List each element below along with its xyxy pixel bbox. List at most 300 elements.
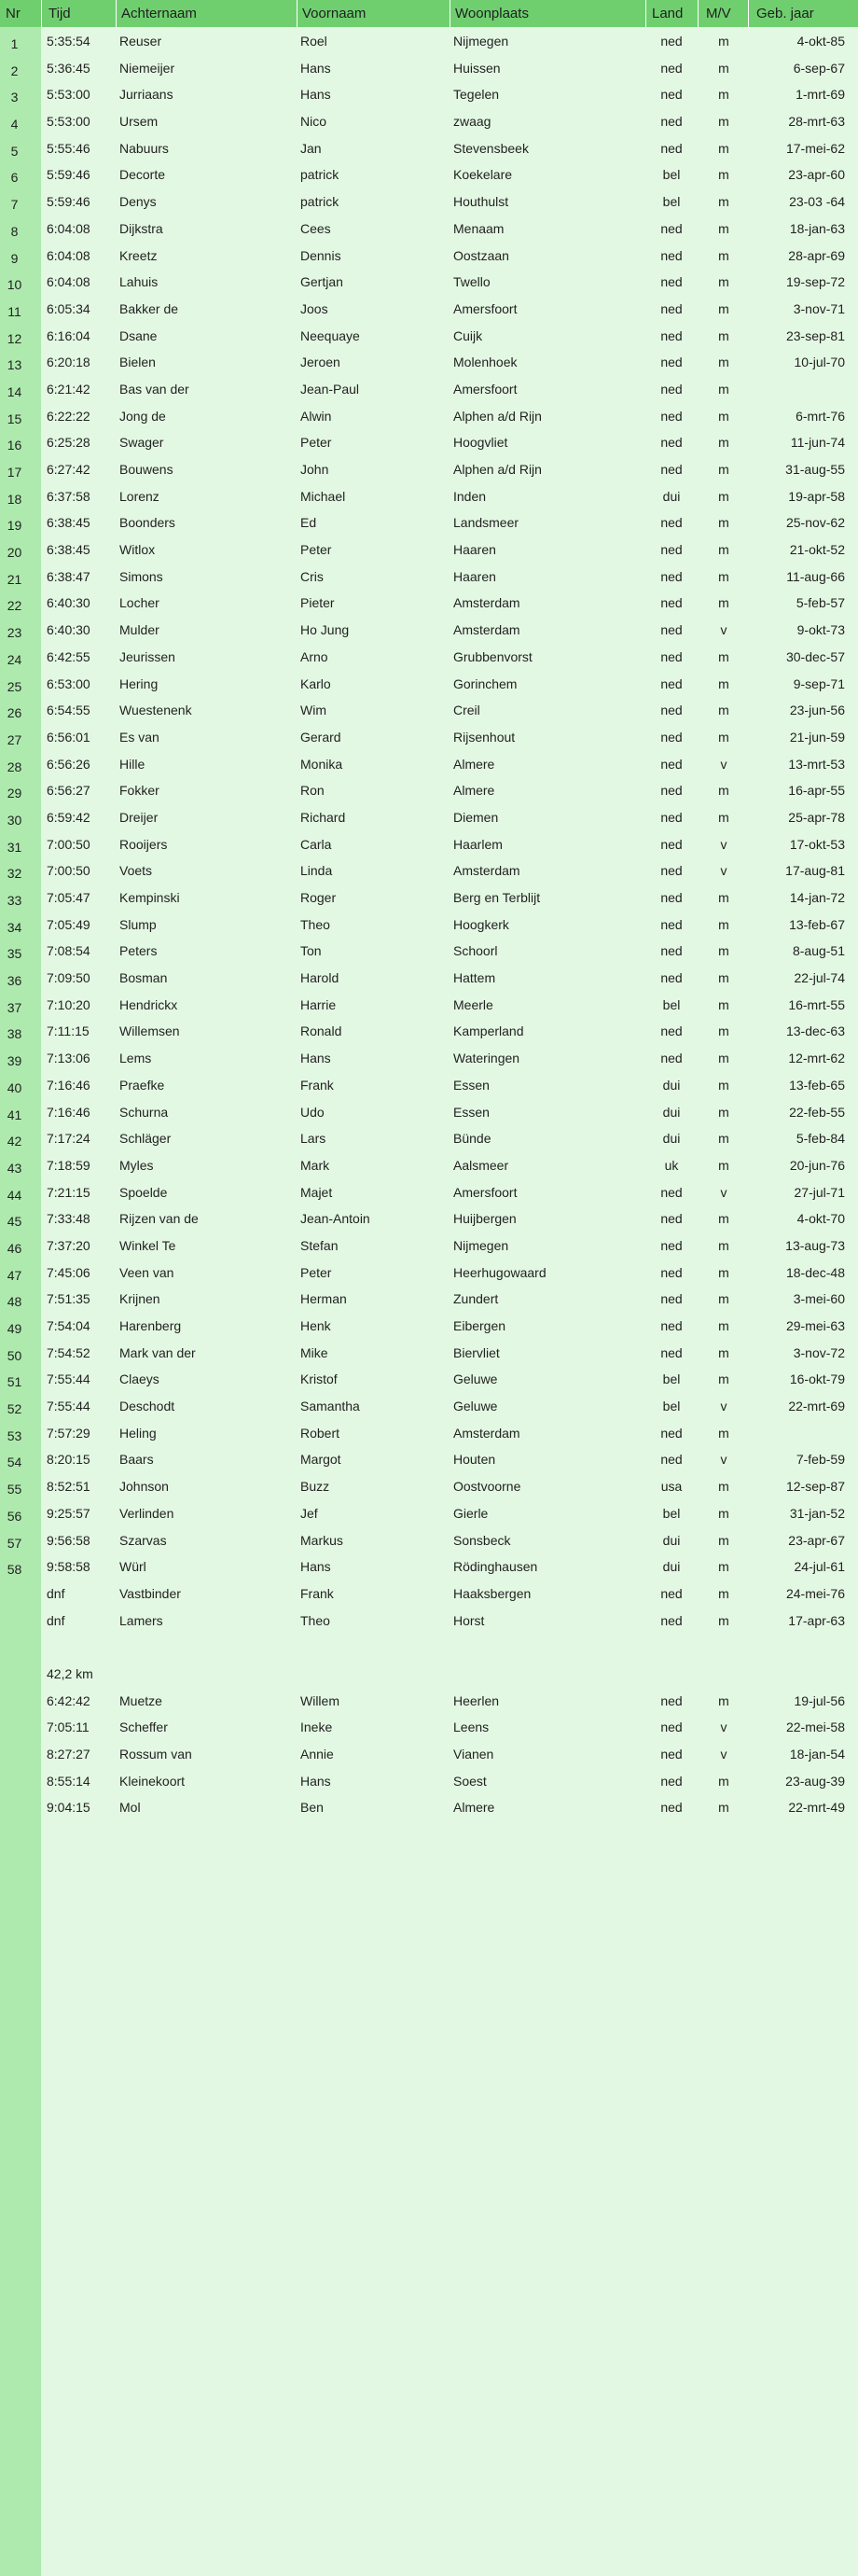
finish-time-cell: 6:05:34 [47,300,90,316]
table-row [0,455,858,482]
row-number-cell: 32 [7,866,22,882]
birth-date-cell: 9-sep-71 [793,675,845,691]
birth-date-cell: 17-apr-63 [788,1612,845,1628]
country-cell: ned [660,1264,683,1280]
finish-time-cell: 6:25:28 [47,435,90,451]
surname-cell: Dijkstra [119,220,163,236]
surname-cell: Hille [119,756,145,772]
gender-cell: m [718,300,729,316]
finish-time-cell: 8:20:15 [47,1452,90,1468]
header-mv: M/V [706,6,731,21]
surname-cell: Lems [119,1051,152,1066]
table-row [0,348,858,375]
residence-cell: Creil [453,703,480,718]
row-number-cell: 53 [7,1427,22,1443]
gender-cell: v [720,756,727,772]
finish-time-cell: 6:53:00 [47,675,90,691]
row-number-cell: 26 [7,705,22,721]
birth-date-cell: 1-mrt-69 [796,87,845,103]
birth-date-cell: 17-aug-81 [785,863,845,879]
finish-time-cell: 6:42:55 [47,648,90,664]
header-divider [645,0,646,27]
birth-date-cell: 25-nov-62 [785,515,845,531]
table-row [0,616,858,643]
residence-cell: Landsmeer [453,515,519,531]
gender-cell: m [718,327,729,343]
gender-cell: m [718,1157,729,1173]
residence-cell: Almere [453,783,495,799]
country-cell: ned [660,274,683,290]
surname-cell: Rooijers [119,836,168,852]
residence-cell: Twello [453,274,491,290]
row-number-cell: 14 [7,383,22,399]
surname-cell: Slump [119,916,157,932]
gender-cell: m [718,462,729,477]
residence-cell: Hoogvliet [453,435,508,451]
gender-cell: m [718,595,729,611]
row-number-cell: 55 [7,1482,22,1497]
row-number-cell: 13 [7,357,22,373]
birth-date-cell: 23-apr-60 [788,167,845,183]
first-name-cell: Harrie [300,996,337,1012]
row-number-cell: 5 [10,143,19,159]
country-cell: ned [660,140,683,156]
row-number-cell: 33 [7,893,22,908]
first-name-cell: Gertjan [300,274,343,290]
residence-cell: Sonsbeck [453,1532,511,1548]
finish-time-cell: 6:40:30 [47,622,90,638]
birth-date-cell: 17-okt-53 [789,836,845,852]
finish-time-cell: 6:42:42 [47,1692,90,1708]
birth-date-cell: 23-jun-56 [789,703,845,718]
finish-time-cell: 7:05:49 [47,916,90,932]
table-row [0,268,858,295]
first-name-cell: Buzz [300,1479,330,1495]
surname-cell: Locher [119,595,159,611]
birth-date-cell: 11-jun-74 [790,435,845,451]
residence-cell: Amersfoort [453,1184,518,1200]
residence-cell: Alphen a/d Rijn [453,408,542,424]
surname-cell: Mol [119,1800,141,1816]
birth-date-cell: 16-okt-79 [789,1372,845,1387]
residence-cell: Haaren [453,568,496,584]
finish-time-cell: 7:16:46 [47,1077,90,1093]
surname-cell: Bosman [119,970,168,986]
country-cell: ned [660,1023,683,1039]
residence-cell: Haaren [453,542,496,558]
finish-time-cell: 7:54:04 [47,1318,90,1333]
row-number-cell: 7 [10,197,19,213]
surname-cell: Bas van der [119,381,189,397]
country-cell: ned [660,783,683,799]
row-number-cell: 51 [7,1374,22,1390]
table-row [0,884,858,911]
header-tijd: Tijd [48,6,71,21]
residence-cell: Houthulst [453,194,509,210]
first-name-cell: Roel [300,34,327,49]
first-name-cell: Wim [300,703,326,718]
surname-cell: Reuser [119,34,162,49]
gender-cell: m [718,1425,729,1441]
birth-date-cell: 24-jul-61 [794,1559,845,1575]
surname-cell: Lorenz [119,488,159,504]
country-cell: ned [660,60,683,76]
surname-cell: Johnson [119,1479,169,1495]
country-cell: ned [660,435,683,451]
first-name-cell: Linda [300,863,333,879]
surname-cell: Harenberg [119,1318,182,1333]
finish-time-cell: 6:21:42 [47,381,90,397]
first-name-cell: Majet [300,1184,333,1200]
residence-cell: Horst [453,1612,485,1628]
residence-cell: Kamperland [453,1023,524,1039]
first-name-cell: Ronald [300,1023,342,1039]
header-voornaam: Voornaam [302,6,367,21]
country-cell: ned [660,355,683,370]
first-name-cell: John [300,462,329,477]
row-number-cell: 58 [7,1562,22,1578]
country-cell: dui [662,1077,681,1093]
surname-cell: Voets [119,863,153,879]
row-number-cell: 52 [7,1401,22,1417]
row-number-cell: 4 [10,117,19,132]
surname-cell: Bouwens [119,462,173,477]
finish-time-cell: 5:59:46 [47,194,90,210]
gender-cell: m [718,542,729,558]
table-row [0,188,858,215]
first-name-cell: Pieter [300,595,335,611]
row-number-cell: 27 [7,731,22,747]
birth-date-cell: 11-aug-66 [786,568,845,584]
table-row [0,160,858,188]
gender-cell: m [718,729,729,745]
first-name-cell: Dennis [300,247,341,263]
table-row [0,1660,858,1687]
table-row [0,856,858,884]
residence-cell: Grubbenvorst [453,648,533,664]
finish-time-cell: 42,2 km [47,1665,93,1681]
birth-date-cell: 22-mrt-69 [788,1399,845,1414]
row-number-cell: 1 [10,36,19,51]
surname-cell: Hendrickx [119,996,178,1012]
table-row [0,750,858,777]
gender-cell: m [718,488,729,504]
first-name-cell: Neequaye [300,327,360,343]
first-name-cell: Nico [300,114,327,130]
country-cell: bel [662,1505,681,1521]
row-number-cell: 9 [10,250,19,266]
finish-time-cell: 6:59:42 [47,809,90,825]
gender-cell: m [718,60,729,76]
birth-date-cell: 27-jul-71 [794,1184,845,1200]
row-number-cell: 36 [7,973,22,989]
table-row [0,1687,858,1714]
birth-date-cell: 23-03 -64 [789,194,845,210]
row-number-cell: 46 [7,1240,22,1256]
finish-time-cell: 9:58:58 [47,1559,90,1575]
surname-cell: Peters [119,943,158,959]
residence-cell: Hattem [453,970,496,986]
country-cell: ned [660,916,683,932]
table-row [0,1339,858,1366]
birth-date-cell: 19-sep-72 [785,274,845,290]
first-name-cell: Jeroen [300,355,340,370]
table-row [0,1472,858,1499]
row-number-cell: 2 [10,63,19,78]
birth-date-cell: 4-okt-70 [796,1211,845,1227]
gender-cell: m [718,675,729,691]
gender-cell: m [718,1559,729,1575]
header-woonplaats: Woonplaats [455,6,529,21]
gender-cell: v [720,836,727,852]
table-row [0,322,858,349]
table-row [0,563,858,590]
row-number-cell: 18 [7,491,22,507]
birth-date-cell: 19-jul-56 [794,1692,845,1708]
first-name-cell: Margot [300,1452,341,1468]
finish-time-cell: 7:37:20 [47,1237,90,1253]
table-row [0,508,858,536]
row-number-cell: 15 [7,411,22,426]
table-row [0,643,858,670]
first-name-cell: Frank [300,1077,334,1093]
birth-date-cell: 18-jan-63 [789,220,845,236]
birth-date-cell: 24-mei-76 [785,1585,845,1601]
first-name-cell: Ron [300,783,325,799]
row-number-cell: 41 [7,1107,22,1122]
birth-date-cell: 23-sep-81 [785,327,845,343]
surname-cell: Boonders [119,515,175,531]
finish-time-cell: 5:53:00 [47,87,90,103]
gender-cell: m [718,1131,729,1147]
gender-cell: m [718,167,729,183]
surname-cell: Szarvas [119,1532,167,1548]
gender-cell: m [718,703,729,718]
residence-cell: Tegelen [453,87,500,103]
finish-time-cell: 6:40:30 [47,595,90,611]
gender-cell: m [718,1505,729,1521]
country-cell: ned [660,943,683,959]
table-row [0,107,858,134]
finish-time-cell: 7:57:29 [47,1425,90,1441]
row-number-cell: 3 [10,90,19,105]
finish-time-cell: 6:56:26 [47,756,90,772]
first-name-cell: Peter [300,1264,332,1280]
residence-cell: Hoogkerk [453,916,509,932]
finish-time-cell: 7:00:50 [47,836,90,852]
row-number-cell: 31 [7,839,22,855]
table-row [0,1312,858,1339]
gender-cell: m [718,87,729,103]
row-number-cell: 12 [7,330,22,346]
table-row [0,402,858,429]
residence-cell: zwaag [453,114,491,130]
residence-cell: Amsterdam [453,595,520,611]
birth-date-cell: 10-jul-70 [794,355,845,370]
row-number-cell: 43 [7,1160,22,1176]
first-name-cell: Willem [300,1692,339,1708]
surname-cell: Winkel Te [119,1237,176,1253]
gender-cell: m [718,890,729,905]
country-cell: ned [660,381,683,397]
row-number-cell: 24 [7,651,22,667]
birth-date-cell: 18-jan-54 [789,1747,845,1761]
country-cell: bel [662,996,681,1012]
surname-cell: Jurriaans [119,87,173,103]
table-row [0,1259,858,1286]
country-cell: ned [660,1425,683,1441]
residence-cell: Diemen [453,809,499,825]
gender-cell: m [718,1264,729,1280]
row-number-cell: 29 [7,786,22,801]
finish-time-cell: 7:11:15 [47,1023,90,1039]
country-cell: ned [660,1211,683,1227]
birth-date-cell: 3-nov-72 [793,1344,845,1360]
surname-cell: Praefke [119,1077,165,1093]
surname-cell: Myles [119,1157,154,1173]
country-cell: ned [660,114,683,130]
first-name-cell: Joos [300,300,328,316]
table-row [0,964,858,991]
row-number-cell: 37 [7,999,22,1015]
residence-cell: Amsterdam [453,863,520,879]
birth-date-cell: 4-okt-85 [796,34,845,49]
country-cell: ned [660,836,683,852]
birth-date-cell: 16-mrt-55 [788,996,845,1012]
table-row [0,1098,858,1125]
residence-cell: Essen [453,1104,490,1120]
finish-time-cell: 5:55:46 [47,140,90,156]
finish-time-cell: 5:35:54 [47,34,90,49]
country-cell: ned [660,595,683,611]
residence-cell: Geluwe [453,1399,498,1414]
table-row [0,1553,858,1580]
surname-cell: Lamers [119,1612,163,1628]
country-cell: ned [660,515,683,531]
row-number-cell: 45 [7,1214,22,1230]
country-cell: ned [660,1184,683,1200]
country-cell: ned [660,703,683,718]
gender-cell: m [718,809,729,825]
first-name-cell: Alwin [300,408,332,424]
table-row [0,1124,858,1151]
birth-date-cell: 16-apr-55 [788,783,845,799]
table-row [0,670,858,697]
country-cell: ned [660,648,683,664]
surname-cell: Kreetz [119,247,158,263]
residence-cell: Haarlem [453,836,503,852]
country-cell: bel [662,167,681,183]
first-name-cell: Annie [300,1747,334,1761]
first-name-cell: Harold [300,970,339,986]
gender-cell: v [720,1184,727,1200]
country-cell: ned [660,1800,683,1816]
surname-cell: Wuestenenk [119,703,192,718]
gender-cell: m [718,1692,729,1708]
table-row [0,1204,858,1232]
table-row [0,1044,858,1071]
table-row [0,776,858,803]
table-row [0,1767,858,1794]
country-cell: dui [662,1559,681,1575]
finish-time-cell: 7:18:59 [47,1157,90,1173]
first-name-cell: Hans [300,1051,331,1066]
header-divider [41,0,42,27]
first-name-cell: Michael [300,488,346,504]
finish-time-cell: 6:56:01 [47,729,90,745]
finish-time-cell: 9:56:58 [47,1532,90,1548]
birth-date-cell: 7-feb-59 [796,1452,845,1468]
gender-cell: m [718,247,729,263]
table-row [0,1071,858,1098]
finish-time-cell: 7:54:52 [47,1344,90,1360]
row-number-cell: 11 [7,303,21,319]
first-name-cell: Cris [300,568,324,584]
surname-cell: Deschodt [119,1399,175,1414]
country-cell: ned [660,1612,683,1628]
gender-cell: m [718,34,729,49]
first-name-cell: Richard [300,809,346,825]
residence-cell: Soest [453,1773,487,1789]
row-number-cell: 57 [7,1535,22,1551]
finish-time-cell: 6:56:27 [47,783,90,799]
residence-cell: Oostvoorne [453,1479,521,1495]
surname-cell: Heling [119,1425,157,1441]
row-number-cell: 20 [7,545,22,561]
residence-cell: Gierle [453,1505,489,1521]
surname-cell: Verlinden [119,1505,174,1521]
surname-cell: Dreijer [119,809,159,825]
table-row [0,830,858,857]
finish-time-cell: 5:59:46 [47,167,90,183]
gender-cell: m [718,1291,729,1307]
gender-cell: m [718,943,729,959]
birth-date-cell: 23-apr-67 [788,1532,845,1548]
row-number-cell: 47 [7,1267,22,1283]
first-name-cell: Markus [300,1532,343,1548]
row-number-cell: 42 [7,1134,22,1149]
first-name-cell: Jan [300,140,322,156]
surname-cell: Kleinekoort [119,1773,186,1789]
table-row [0,1793,858,1820]
residence-cell: Aalsmeer [453,1157,509,1173]
country-cell: ned [660,542,683,558]
surname-cell: Claeys [119,1372,159,1387]
table-row [0,1633,858,1660]
birth-date-cell: 17-mei-62 [785,140,845,156]
first-name-cell: Roger [300,890,337,905]
gender-cell: v [720,1720,727,1735]
surname-cell: Fokker [119,783,159,799]
table-row [0,295,858,322]
residence-cell: Stevensbeek [453,140,529,156]
first-name-cell: Cees [300,220,331,236]
country-cell: ned [660,675,683,691]
first-name-cell: Mike [300,1344,328,1360]
birth-date-cell: 13-feb-65 [789,1077,845,1093]
finish-time-cell: 6:22:22 [47,408,90,424]
surname-cell: Rossum van [119,1747,192,1761]
table-row [0,723,858,750]
row-number-cell: 56 [7,1508,22,1524]
finish-time-cell: 5:53:00 [47,114,90,130]
country-cell: ned [660,1318,683,1333]
table-row [0,696,858,723]
header-divider [116,0,117,27]
gender-cell: m [718,194,729,210]
surname-cell: Niemeijer [119,60,175,76]
table-row [0,80,858,107]
